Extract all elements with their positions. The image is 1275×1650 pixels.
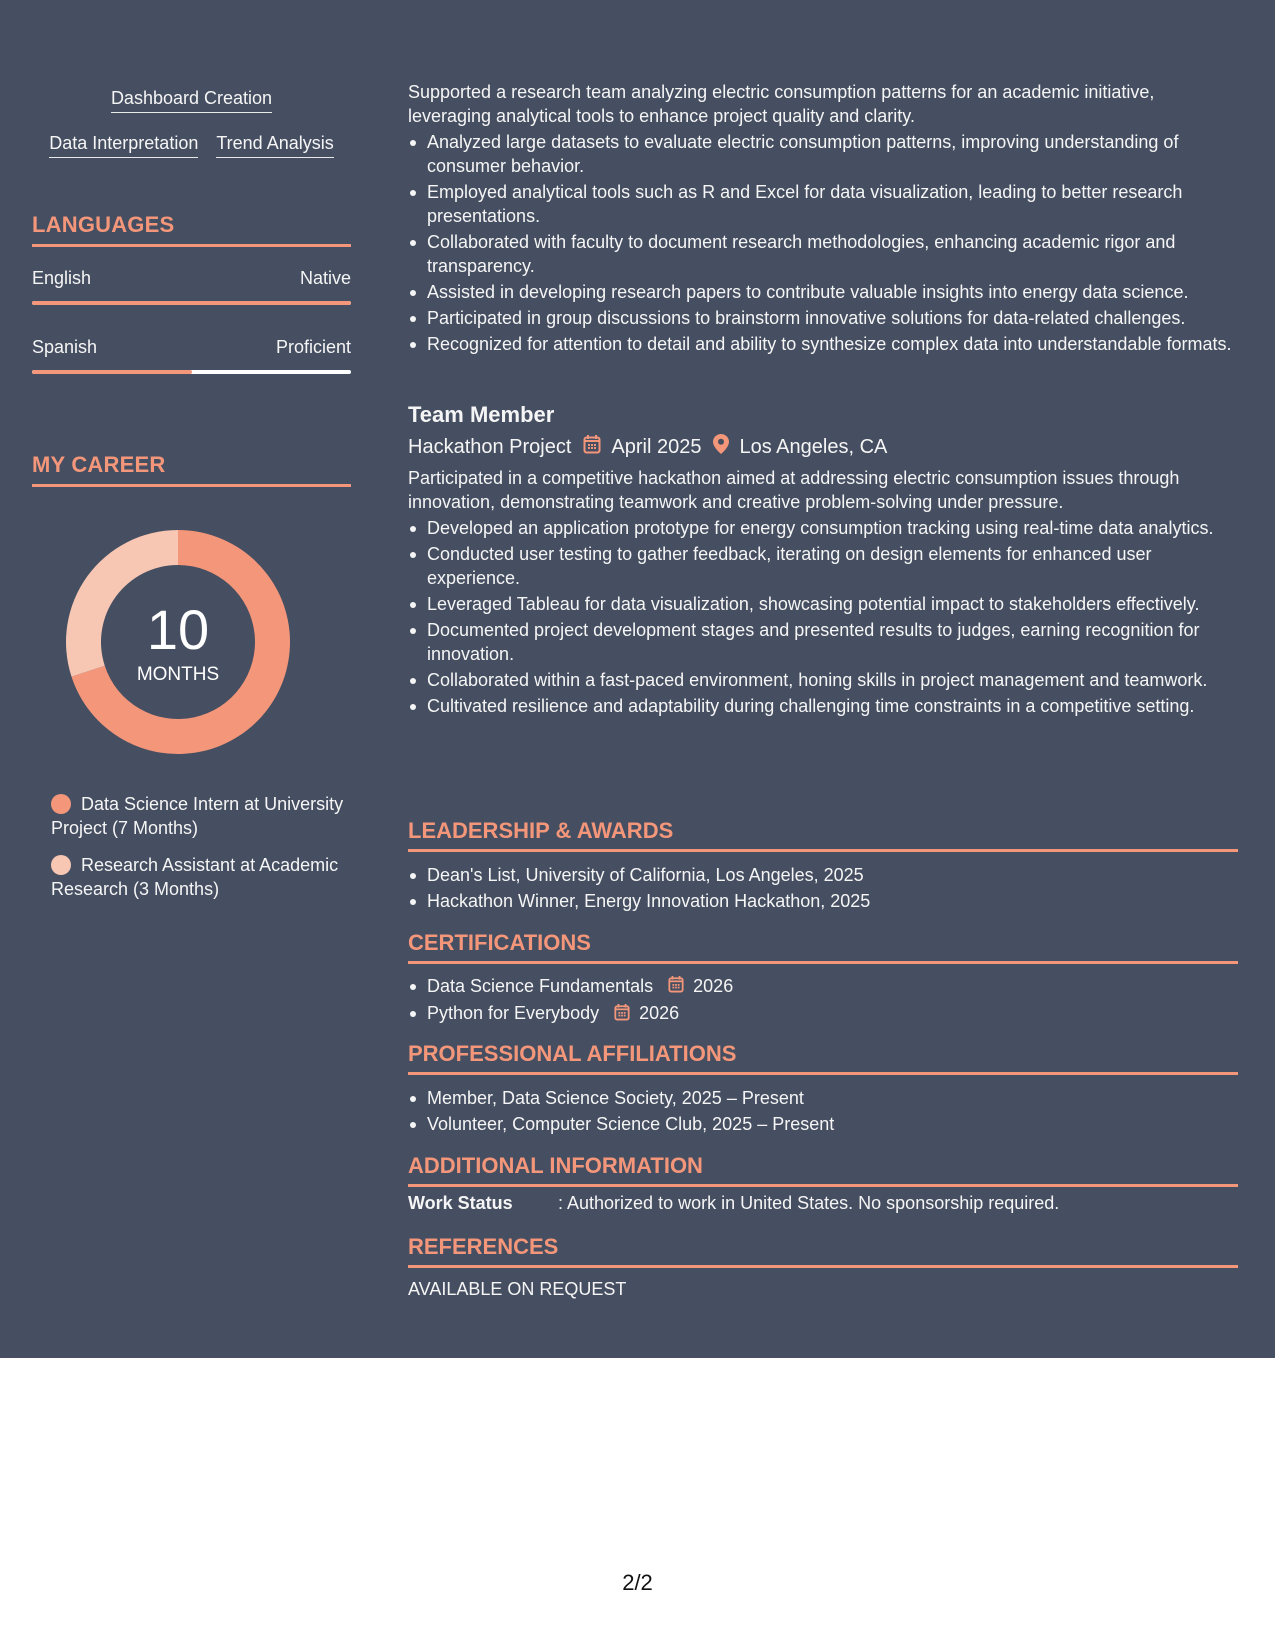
job-bullet: Recognized for attention to detail and ability to synthesize complex data into understandable formats. bbox=[408, 332, 1238, 356]
skill-tag: Data Interpretation bbox=[49, 133, 198, 158]
legend-dot bbox=[51, 794, 71, 814]
job-title: Team Member bbox=[408, 402, 555, 427]
experience-research bbox=[408, 80, 1238, 356]
affiliations-heading: PROFESSIONAL AFFILIATIONS bbox=[408, 1041, 1238, 1075]
language-english bbox=[32, 268, 351, 305]
job-bullet: Conducted user testing to gather feedback, iterating on design elements for enhanced user experience. bbox=[408, 542, 1238, 590]
legend-label: Data Science Intern at University Project (7 Months) bbox=[51, 794, 344, 838]
skills-row-2 bbox=[32, 133, 351, 158]
job-bullet: Assisted in developing research papers to contribute valuable insights into energy data science. bbox=[408, 280, 1238, 304]
certification-item bbox=[408, 974, 1238, 999]
affiliation-item: Member, Data Science Society, 2025 – Present bbox=[408, 1086, 1238, 1110]
job-bullet: Collaborated within a fast-paced environment, honing skills in project management and teamwork. bbox=[408, 668, 1238, 692]
language-bar bbox=[32, 301, 351, 305]
job-description: Participated in a competitive hackathon aimed at addressing electric consumption issues through innovation, demonstrating teamwork and creative problem-solving under pressure. bbox=[408, 468, 1180, 512]
legend-label: Research Assistant at Academic Research (3 Months) bbox=[51, 855, 339, 899]
job-description: Supported a research team analyzing electric consumption patterns for an academic initiative, leveraging analytical tools to enhance project quality and clarity. bbox=[408, 82, 1155, 126]
certifications-heading: CERTIFICATIONS bbox=[408, 930, 1238, 964]
job-location: Los Angeles, CA bbox=[739, 435, 888, 458]
skill-tag: Dashboard Creation bbox=[111, 88, 272, 113]
skill-tag: Trend Analysis bbox=[216, 133, 333, 158]
location-pin-icon bbox=[713, 434, 729, 460]
job-date: April 2025 bbox=[611, 435, 702, 458]
additional-info bbox=[408, 1193, 1238, 1214]
skills-row-1 bbox=[32, 88, 351, 113]
certification-name: Python for Everybody bbox=[427, 1003, 600, 1024]
leadership-heading: LEADERSHIP & AWARDS bbox=[408, 818, 1238, 852]
job-bullet: Collaborated with faculty to document research methodologies, enhancing academic rigor and transparency. bbox=[408, 230, 1238, 278]
career-legend-item bbox=[51, 853, 351, 901]
work-status-value: : Authorized to work in United States. No sponsorship required. bbox=[558, 1193, 1060, 1213]
job-bullet: Analyzed large datasets to evaluate electric consumption patterns, improving understanding of consumer behavior. bbox=[408, 130, 1238, 178]
calendar-icon bbox=[668, 975, 684, 999]
job-organization: Hackathon Project bbox=[408, 435, 572, 458]
career-legend-item bbox=[51, 792, 351, 840]
leadership-list bbox=[408, 861, 1238, 913]
job-bullets bbox=[408, 130, 1238, 356]
job-bullet: Developed an application prototype for energy consumption tracking using real-time data analytics. bbox=[408, 516, 1238, 540]
job-bullets bbox=[408, 516, 1238, 718]
certification-item bbox=[408, 1001, 1238, 1026]
work-status-label: Work Status bbox=[408, 1193, 513, 1213]
references-text: AVAILABLE ON REQUEST bbox=[408, 1279, 627, 1299]
language-spanish bbox=[32, 337, 351, 374]
language-level: Proficient bbox=[275, 337, 351, 357]
certification-year: 2026 bbox=[693, 976, 734, 996]
job-bullet: Documented project development stages and presented results to judges, earning recognition for innovation. bbox=[408, 618, 1238, 666]
language-bar bbox=[32, 370, 351, 374]
legend-dot bbox=[51, 855, 71, 875]
language-level: Native bbox=[299, 268, 351, 288]
certification-year: 2026 bbox=[639, 1003, 680, 1024]
language-name: Spanish bbox=[32, 337, 98, 357]
language-name: English bbox=[32, 268, 92, 288]
job-bullet: Participated in group discussions to brainstorm innovative solutions for data-related challenges. bbox=[408, 306, 1238, 330]
experience-hackathon bbox=[408, 402, 1238, 718]
calendar-icon bbox=[583, 434, 601, 460]
job-bullet: Leveraged Tableau for data visualization, showcasing potential impact to stakeholders effectively. bbox=[408, 592, 1238, 616]
career-donut-chart bbox=[66, 530, 290, 754]
job-bullet: Cultivated resilience and adaptability during challenging time constraints in a competitive setting. bbox=[408, 694, 1238, 718]
career-total-unit: MONTHS bbox=[136, 664, 220, 685]
page-number: 2/2 bbox=[622, 1570, 653, 1595]
career-total-value: 10 bbox=[146, 598, 210, 661]
award-item: Dean's List, University of California, Los Angeles, 2025 bbox=[408, 863, 1238, 887]
certifications-list bbox=[408, 972, 1238, 1027]
career-heading: MY CAREER bbox=[32, 452, 351, 487]
affiliation-item: Volunteer, Computer Science Club, 2025 – Present bbox=[408, 1112, 1238, 1136]
job-meta bbox=[408, 434, 1238, 460]
language-bar-fill bbox=[32, 301, 351, 305]
certification-name: Data Science Fundamentals bbox=[427, 976, 654, 996]
references-heading: REFERENCES bbox=[408, 1234, 1238, 1268]
additional-info-heading: ADDITIONAL INFORMATION bbox=[408, 1153, 1238, 1187]
language-bar-fill bbox=[32, 370, 192, 374]
languages-heading: LANGUAGES bbox=[32, 212, 351, 247]
job-bullet: Employed analytical tools such as R and Excel for data visualization, leading to better research presentations. bbox=[408, 180, 1238, 228]
affiliations-list bbox=[408, 1084, 1238, 1136]
calendar-icon bbox=[614, 1003, 630, 1027]
award-item: Hackathon Winner, Energy Innovation Hackathon, 2025 bbox=[408, 889, 1238, 913]
